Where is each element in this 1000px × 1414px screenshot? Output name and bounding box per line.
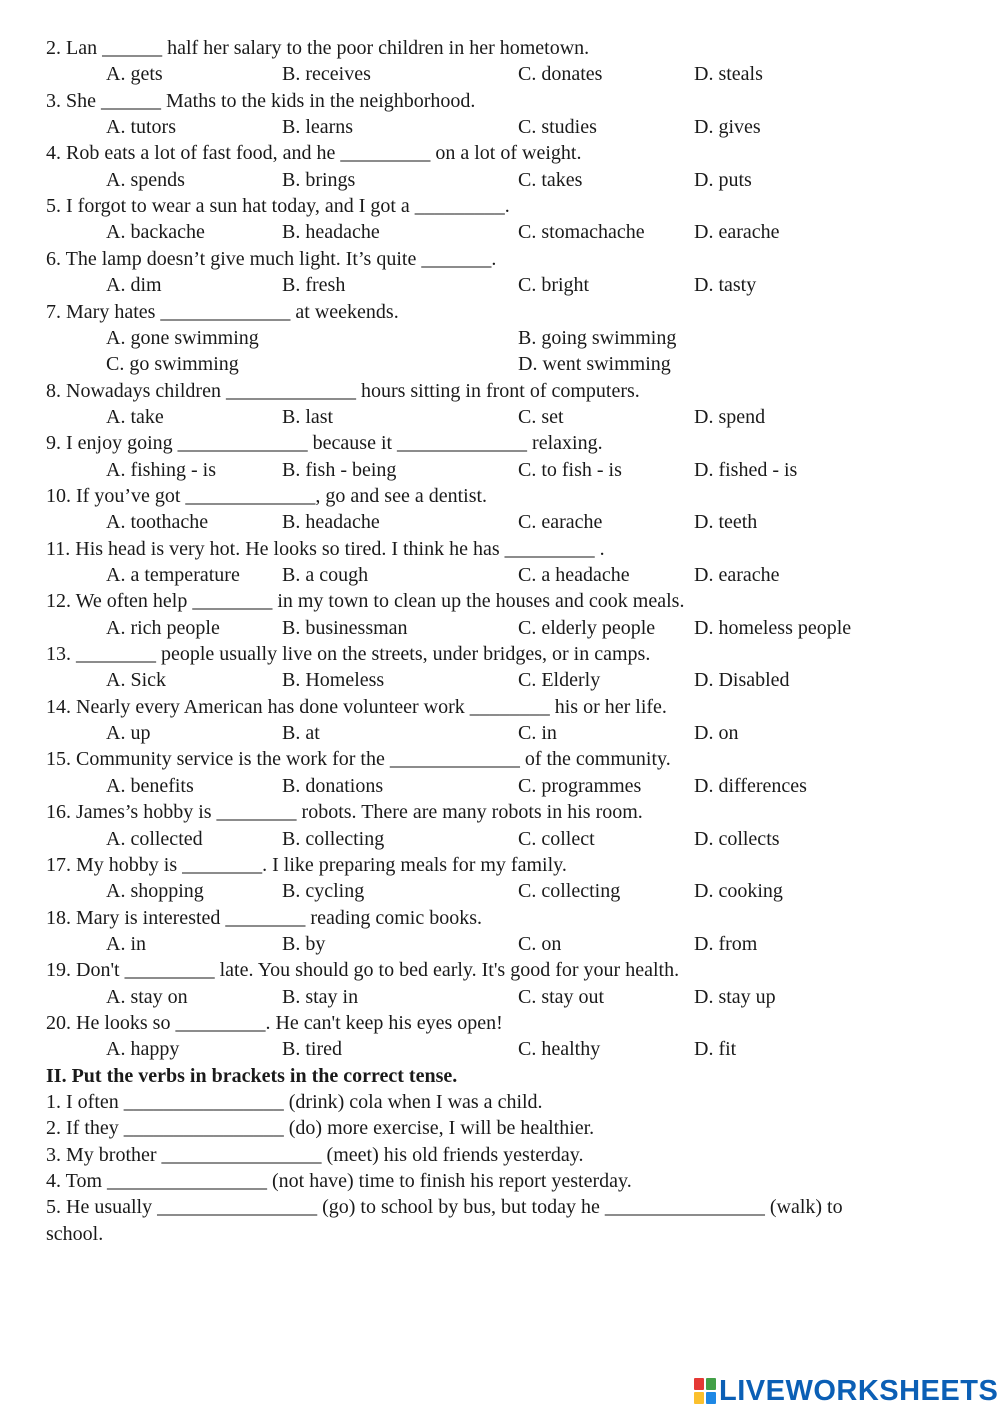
question-stem: 5. I forgot to wear a sun hat today, and I got a _________. xyxy=(46,195,510,218)
answer-option[interactable]: A. a temperature xyxy=(106,564,240,586)
answer-option[interactable]: C. elderly people xyxy=(518,616,656,639)
answer-option[interactable]: C. set xyxy=(518,405,564,428)
answer-option[interactable]: D. tasty xyxy=(694,274,757,297)
answer-option[interactable]: C. collect xyxy=(518,827,595,850)
answer-option[interactable]: D. puts xyxy=(694,168,752,191)
answer-option[interactable]: C. programmes xyxy=(518,774,642,797)
question-stem: 7. Mary hates _____________ at weekends. xyxy=(46,300,399,323)
liveworksheets-logo-text: LIVEWORKSHEETS xyxy=(719,1375,999,1407)
answer-option[interactable]: C. healthy xyxy=(518,1038,601,1061)
answer-option[interactable]: B. fresh xyxy=(282,274,346,297)
question-stem: 3. She ______ Maths to the kids in the neighborhood. xyxy=(46,89,476,112)
answer-option[interactable]: A. shopping xyxy=(106,880,204,903)
question-stem: 14. Nearly every American has done volunteer work ________ his or her life. xyxy=(46,695,667,718)
liveworksheets-logo xyxy=(694,1376,998,1406)
answer-option[interactable]: A. dim xyxy=(106,274,162,297)
question-stem: 11. His head is very hot. He looks so tired. I think he has _________ . xyxy=(46,537,605,560)
answer-option[interactable]: B. cycling xyxy=(282,880,365,903)
answer-option[interactable]: C. stomachache xyxy=(518,221,645,244)
question-stem: 8. Nowadays children _____________ hours sitting in front of computers. xyxy=(46,379,640,402)
section-heading: II. Put the verbs in brackets in the correct tense. xyxy=(46,1064,458,1087)
answer-option[interactable]: C. a headache xyxy=(518,564,630,586)
answer-option[interactable]: B. headache xyxy=(282,221,380,244)
answer-option[interactable]: A. toothache xyxy=(106,511,209,534)
answer-option[interactable]: B. fish - being xyxy=(282,458,397,481)
question-stem: 9. I enjoy going _____________ because it _____________ relaxing. xyxy=(46,432,603,455)
answer-option[interactable]: B. headache xyxy=(282,511,380,534)
answer-option[interactable]: B. receives xyxy=(282,63,371,86)
answer-option[interactable]: B. last xyxy=(282,405,334,428)
answer-option[interactable]: C. takes xyxy=(518,168,583,191)
answer-option[interactable]: B. businessman xyxy=(282,616,408,639)
answer-option[interactable]: A. Sick xyxy=(106,669,166,692)
answer-option[interactable]: D. homeless people xyxy=(694,616,852,639)
fill-in-sentence: 3. My brother ________________ (meet) his old friends yesterday. xyxy=(46,1143,584,1166)
answer-option[interactable]: D. spend xyxy=(694,405,766,428)
fill-in-sentence: 5. He usually ________________ (go) to school by bus, but today he ________________ (walk) to xyxy=(46,1196,843,1219)
answer-option[interactable]: D. cooking xyxy=(694,880,783,903)
fill-in-sentence: school. xyxy=(46,1222,104,1245)
answer-option[interactable]: B. by xyxy=(282,932,326,955)
answer-option[interactable]: D. earache xyxy=(694,564,780,586)
question-stem: 2. Lan ______ half her salary to the poor children in her hometown. xyxy=(46,37,590,59)
question-stem: 12. We often help ________ in my town to clean up the houses and cook meals. xyxy=(46,590,685,613)
answer-option[interactable]: D. steals xyxy=(694,63,763,86)
answer-option[interactable]: A. benefits xyxy=(106,774,194,797)
question-stem: 10. If you’ve got _____________, go and see a dentist. xyxy=(46,484,488,507)
answer-option[interactable]: C. studies xyxy=(518,116,597,139)
answer-option[interactable]: C. on xyxy=(518,932,562,955)
answer-option[interactable]: D. teeth xyxy=(694,511,758,534)
answer-option[interactable]: A. rich people xyxy=(106,616,220,639)
answer-option[interactable]: D. differences xyxy=(694,774,807,797)
answer-option[interactable]: D. fit xyxy=(694,1038,737,1061)
answer-option[interactable]: B. brings xyxy=(282,168,356,191)
answer-option[interactable]: A. tutors xyxy=(106,116,176,139)
answer-option[interactable]: A. gone swimming xyxy=(106,326,259,349)
question-stem: 15. Community service is the work for the _____________ of the community. xyxy=(46,748,671,771)
question-stem: 16. James’s hobby is ________ robots. There are many robots in his room. xyxy=(46,801,643,824)
answer-option[interactable]: C. go swimming xyxy=(106,353,239,376)
answer-option[interactable]: D. Disabled xyxy=(694,669,790,692)
answer-option[interactable]: A. collected xyxy=(106,827,203,850)
question-stem: 18. Mary is interested ________ reading comic books. xyxy=(46,906,483,929)
answer-option[interactable]: A. gets xyxy=(106,63,163,86)
answer-option[interactable]: B. Homeless xyxy=(282,669,385,692)
question-stem: 20. He looks so _________. He can't keep his eyes open! xyxy=(46,1011,503,1034)
question-stem: 4. Rob eats a lot of fast food, and he _________ on a lot of weight. xyxy=(46,142,582,165)
answer-option[interactable]: D. earache xyxy=(694,221,780,244)
answer-option[interactable]: A. up xyxy=(106,722,151,745)
answer-option[interactable]: B. stay in xyxy=(282,985,359,1008)
fill-in-sentence: 2. If they ________________ (do) more exercise, I will be healthier. xyxy=(46,1117,595,1140)
answer-option[interactable]: C. donates xyxy=(518,63,603,86)
answer-option[interactable]: C. earache xyxy=(518,511,603,534)
question-stem: 19. Don't _________ late. You should go to bed early. It's good for your health. xyxy=(46,959,680,982)
answer-option[interactable]: D. collects xyxy=(694,827,780,850)
answer-option[interactable]: B. tired xyxy=(282,1038,342,1061)
answer-option[interactable]: D. on xyxy=(694,722,739,745)
answer-option[interactable]: C. in xyxy=(518,722,557,745)
answer-option[interactable]: A. fishing - is xyxy=(106,458,216,481)
answer-option[interactable]: B. going swimming xyxy=(518,326,677,349)
answer-option[interactable]: C. collecting xyxy=(518,880,621,903)
answer-option[interactable]: D. went swimming xyxy=(518,353,671,376)
answer-option[interactable]: D. stay up xyxy=(694,985,776,1008)
answer-option[interactable]: A. take xyxy=(106,405,164,428)
answer-option[interactable]: D. gives xyxy=(694,116,761,139)
answer-option[interactable]: A. happy xyxy=(106,1038,180,1061)
answer-option[interactable]: D. from xyxy=(694,932,758,955)
answer-option[interactable]: B. at xyxy=(282,722,320,745)
answer-option[interactable]: A. in xyxy=(106,932,146,955)
answer-option[interactable]: A. backache xyxy=(106,221,205,244)
answer-option[interactable]: B. donations xyxy=(282,774,384,797)
answer-option[interactable]: C. Elderly xyxy=(518,669,601,692)
answer-option[interactable]: C. stay out xyxy=(518,985,605,1008)
liveworksheets-logo-icon xyxy=(694,1378,716,1404)
fill-in-sentence: 4. Tom ________________ (not have) time to finish his report yesterday. xyxy=(46,1170,632,1193)
answer-option[interactable]: B. a cough xyxy=(282,564,369,586)
answer-option[interactable]: B. learns xyxy=(282,116,354,139)
answer-option[interactable]: C. bright xyxy=(518,274,590,297)
answer-option[interactable]: D. fished - is xyxy=(694,458,798,481)
answer-option[interactable]: B. collecting xyxy=(282,827,385,850)
fill-in-sentence: 1. I often ________________ (drink) cola when I was a child. xyxy=(46,1091,543,1113)
answer-option[interactable]: A. spends xyxy=(106,168,185,191)
answer-option[interactable]: C. to fish - is xyxy=(518,458,622,481)
answer-option[interactable]: A. stay on xyxy=(106,985,188,1008)
question-stem: 6. The lamp doesn’t give much light. It’s quite _______. xyxy=(46,247,497,270)
question-stem: 13. ________ people usually live on the streets, under bridges, or in camps. xyxy=(46,643,651,666)
question-stem: 17. My hobby is ________. I like preparing meals for my family. xyxy=(46,853,567,876)
